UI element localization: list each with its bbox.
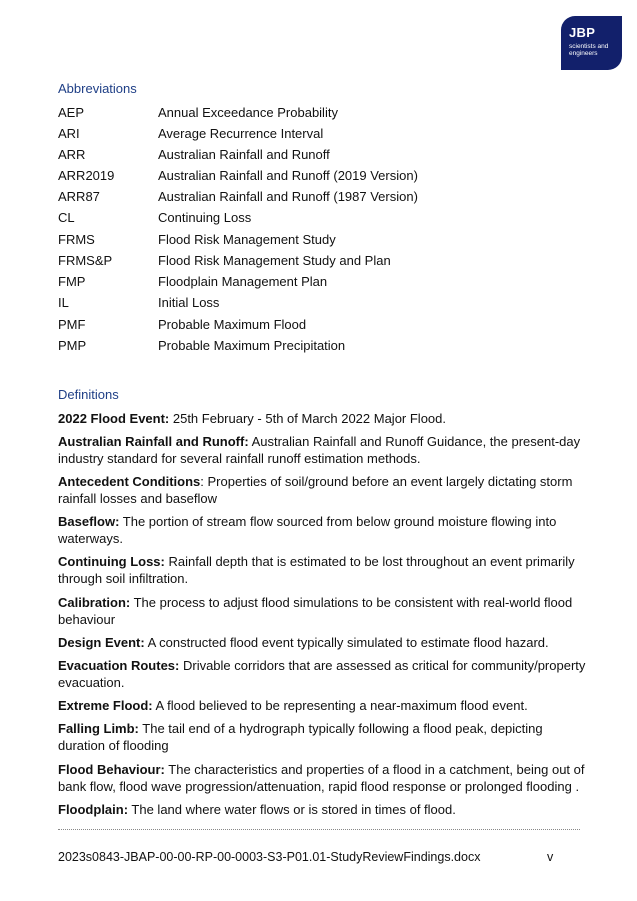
definition-text: : Properties of soil/ground before an event largely dictating storm rainfall losses and baseflow: [58, 474, 573, 506]
definition-entry: [58, 761, 588, 795]
definition-term: Australian Rainfall and Runoff:: [58, 434, 249, 449]
abbreviation-code: CL: [58, 210, 75, 225]
abbreviation-description: Probable Maximum Flood: [158, 317, 307, 332]
footer-divider: [58, 829, 580, 830]
definition-text: The characteristics and properties of a flood in a catchment, being out of bank flow, flood wave progression/attenuation, rapid flood response or prolonged flooding .: [58, 762, 585, 794]
abbreviation-code: ARI: [58, 126, 80, 141]
abbreviation-code: IL: [58, 295, 69, 310]
definition-entry: [58, 594, 588, 628]
abbreviation-row: [58, 317, 578, 335]
definition-term: Evacuation Routes:: [58, 658, 180, 673]
abbreviation-row: [58, 338, 578, 356]
abbreviations-heading: Abbreviations: [58, 81, 137, 96]
abbreviation-row: [58, 189, 578, 207]
definition-entry: [58, 634, 588, 651]
definition-text: The process to adjust flood simulations to be consistent with real-world flood behaviour: [58, 595, 573, 627]
abbreviation-row: [58, 232, 578, 250]
abbreviation-code: ARR87: [58, 189, 100, 204]
abbreviation-description: Australian Rainfall and Runoff: [158, 147, 330, 162]
definition-entry: [58, 433, 588, 467]
abbreviation-row: [58, 105, 578, 123]
abbreviation-description: Australian Rainfall and Runoff (1987 Version): [158, 189, 418, 204]
definitions-heading: Definitions: [58, 387, 119, 402]
abbreviation-description: Probable Maximum Precipitation: [158, 338, 346, 353]
definition-term: Continuing Loss:: [58, 554, 165, 569]
abbreviation-description: Annual Exceedance Probability: [158, 105, 338, 120]
definition-entry: [58, 553, 588, 587]
abbreviation-code: ARR: [58, 147, 86, 162]
definition-entry: [58, 697, 588, 714]
abbreviation-description: Australian Rainfall and Runoff (2019 Version): [158, 168, 418, 183]
abbreviation-row: [58, 147, 578, 165]
abbreviation-description: Flood Risk Management Study and Plan: [158, 253, 391, 268]
definition-term: Antecedent Conditions: [58, 474, 201, 489]
definition-entry: [58, 720, 588, 754]
abbreviation-row: [58, 126, 578, 144]
company-logo: [561, 16, 622, 70]
definition-text: The tail end of a hydrograph typically following a flood peak, depicting duration of flooding: [58, 721, 543, 753]
definition-entry: [58, 473, 588, 507]
abbreviation-code: AEP: [58, 105, 85, 120]
definition-term: Baseflow:: [58, 514, 120, 529]
definition-entry: [58, 410, 588, 427]
abbreviation-row: [58, 274, 578, 292]
definition-entry: [58, 513, 588, 547]
abbreviation-code: ARR2019: [58, 168, 115, 183]
definition-text: The land where water flows or is stored in times of flood.: [128, 802, 456, 817]
page-number: v: [547, 850, 554, 864]
abbreviation-code: PMP: [58, 338, 87, 353]
abbreviation-description: Average Recurrence Interval: [158, 126, 324, 141]
definition-entry: [58, 657, 588, 691]
abbreviation-code: FRMS&P: [58, 253, 113, 268]
abbreviation-code: FMP: [58, 274, 86, 289]
logo-tagline: scientists and engineers: [569, 43, 609, 57]
definition-entry: [58, 801, 588, 818]
definition-term: Calibration:: [58, 595, 131, 610]
abbreviation-description: Initial Loss: [158, 295, 220, 310]
definition-term: Flood Behaviour:: [58, 762, 165, 777]
abbreviation-row: [58, 168, 578, 186]
definition-text: The portion of stream flow sourced from below ground moisture flowing into waterways.: [58, 514, 557, 546]
definition-text: 25th February - 5th of March 2022 Major Flood.: [169, 411, 446, 426]
footer-filename: 2023s0843-JBAP-00-00-RP-00-0003-S3-P01.01-StudyReviewFindings.docx: [58, 850, 481, 864]
definition-text: Drivable corridors that are assessed as critical for community/property evacuation.: [58, 658, 586, 690]
definition-text: A constructed flood event typically simulated to estimate flood hazard.: [144, 635, 549, 650]
definition-text: Rainfall depth that is estimated to be lost throughout an event primarily through soil infiltration.: [58, 554, 575, 586]
definition-term: Falling Limb:: [58, 721, 139, 736]
definition-term: Extreme Flood:: [58, 698, 153, 713]
abbreviation-row: [58, 210, 578, 228]
definition-text: Australian Rainfall and Runoff Guidance, the present-day industry standard for several rainfall runoff estimation methods.: [58, 434, 581, 466]
abbreviation-description: Floodplain Management Plan: [158, 274, 328, 289]
definition-term: 2022 Flood Event:: [58, 411, 170, 426]
logo-brand: JBP: [569, 25, 596, 40]
definition-text: A flood believed to be representing a near-maximum flood event.: [152, 698, 528, 713]
abbreviation-code: PMF: [58, 317, 86, 332]
abbreviation-row: [58, 295, 578, 313]
abbreviation-description: Flood Risk Management Study: [158, 232, 336, 247]
definition-term: Design Event:: [58, 635, 145, 650]
abbreviation-code: FRMS: [58, 232, 95, 247]
abbreviation-row: [58, 253, 578, 271]
abbreviation-description: Continuing Loss: [158, 210, 252, 225]
definition-term: Floodplain:: [58, 802, 129, 817]
